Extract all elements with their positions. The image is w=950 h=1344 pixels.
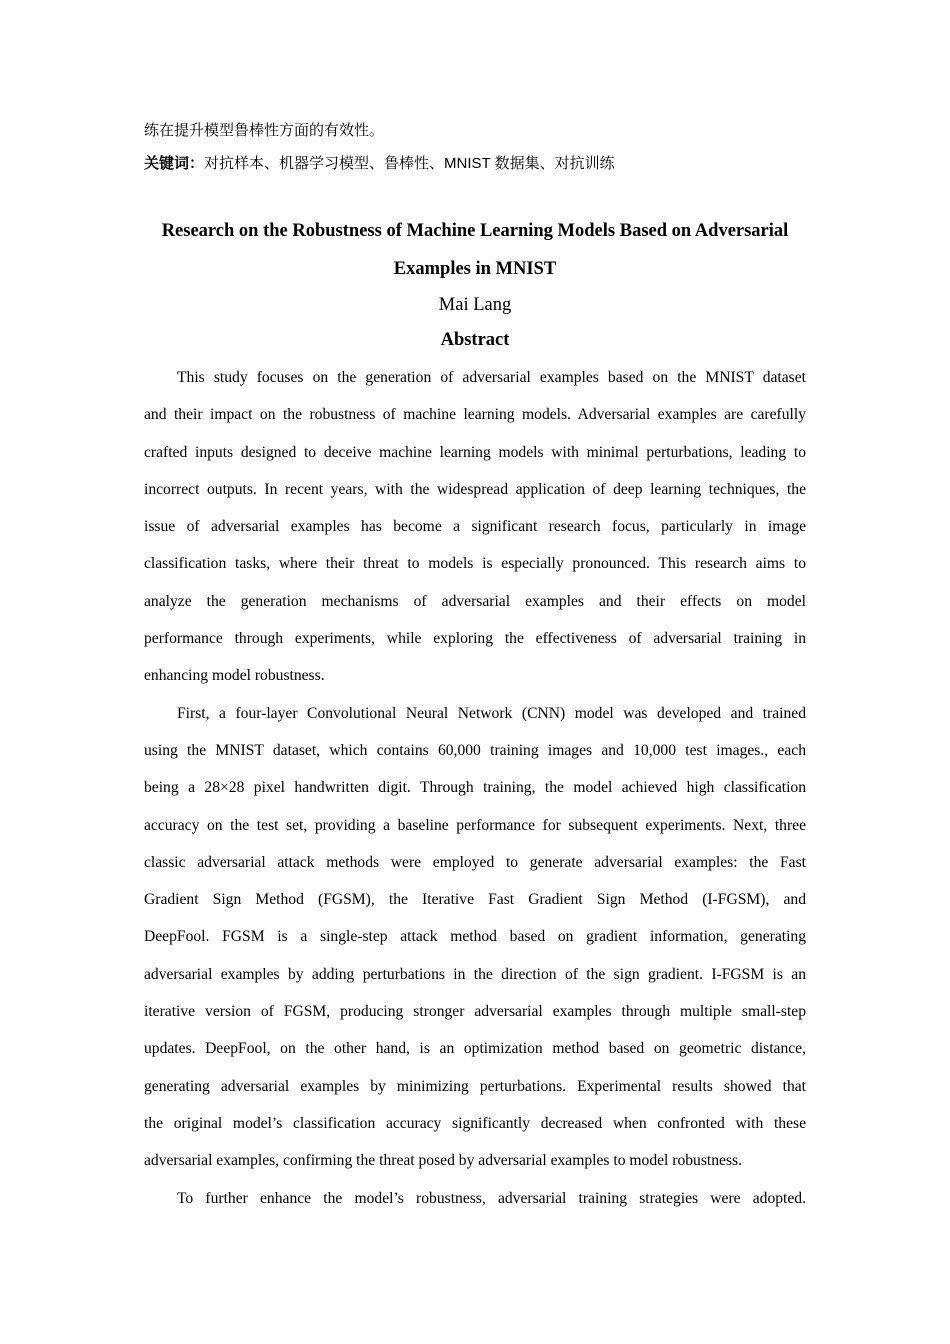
paragraph-line: First, a four-layer Convolutional Neural Network (CNN) model was developed and trained	[177, 704, 806, 722]
paragraph-line: updates. DeepFool, on the other hand, is an optimization method based on geometric distance,	[144, 1040, 806, 1058]
abstract-body	[144, 366, 806, 1224]
paragraph-line: Gradient Sign Method (FGSM), the Iterative Fast Gradient Sign Method (I-FGSM), and	[144, 891, 806, 909]
author-name: Mai Lang	[438, 295, 512, 315]
abstract-paragraph	[144, 1187, 806, 1224]
paragraph-line: the original model’s classification accuracy significantly decreased when confronted with these	[144, 1114, 806, 1132]
keywords-value: 对抗样本、机器学习模型、鲁棒性、MNIST 数据集、对抗训练	[204, 155, 615, 172]
abstract-paragraph	[144, 366, 806, 702]
paragraph-line: incorrect outputs. In recent years, with the widespread application of deep learning techniques, the	[144, 480, 806, 498]
paragraph-line: and their impact on the robustness of machine learning models. Adversarial examples are carefully	[144, 406, 806, 424]
paragraph-line: This study focuses on the generation of adversarial examples based on the MNIST dataset	[177, 369, 806, 386]
paragraph-line: performance through experiments, while exploring the effectiveness of adversarial training in	[144, 630, 806, 648]
paragraph-line: iterative version of FGSM, producing stronger adversarial examples through multiple small-step	[144, 1003, 806, 1021]
abstract-paragraph	[144, 702, 806, 1187]
paragraph-line: using the MNIST dataset, which contains 60,000 training images and 10,000 test images., each	[144, 741, 806, 759]
paragraph-line: issue of adversarial examples has become a significant research focus, particularly in image	[144, 518, 806, 536]
paragraph-line: To further enhance the model’s robustness, adversarial training strategies were adopted.	[177, 1189, 806, 1207]
paragraph-line: enhancing model robustness.	[144, 667, 325, 685]
paragraph-line: adversarial examples, confirming the threat posed by adversarial examples to model robustness.	[144, 1152, 743, 1170]
paper-title-line-1: Research on the Robustness of Machine Learning Models Based on Adversarial	[161, 221, 789, 241]
keywords-label: 关键词：	[144, 155, 205, 172]
paragraph-line: classic adversarial attack methods were employed to generate adversarial examples: the Fast	[144, 853, 806, 871]
abstract-heading: Abstract	[440, 330, 510, 350]
paragraph-line: accuracy on the test set, providing a baseline performance for subsequent experiments. Next, three	[144, 816, 806, 834]
paragraph-line: crafted inputs designed to deceive machine learning models with minimal perturbations, leading to	[144, 443, 806, 461]
paragraph-line: DeepFool. FGSM is a single-step attack method based on gradient information, generating	[144, 928, 806, 946]
chinese-keywords	[144, 152, 615, 173]
paragraph-line: being a 28×28 pixel handwritten digit. Through training, the model achieved high classification	[144, 779, 806, 797]
chinese-abstract-tail: 练在提升模型鲁棒性方面的有效性。	[144, 122, 385, 139]
paragraph-line: analyze the generation mechanisms of adversarial examples and their effects on model	[144, 592, 806, 610]
paragraph-line: classification tasks, where their threat to models is especially pronounced. This research aims to	[144, 555, 806, 573]
paragraph-line: adversarial examples by adding perturbations in the direction of the sign gradient. I-FGSM is an	[144, 965, 806, 983]
paragraph-line: generating adversarial examples by minimizing perturbations. Experimental results showed that	[144, 1077, 806, 1095]
paper-title-line-2: Examples in MNIST	[393, 259, 557, 279]
